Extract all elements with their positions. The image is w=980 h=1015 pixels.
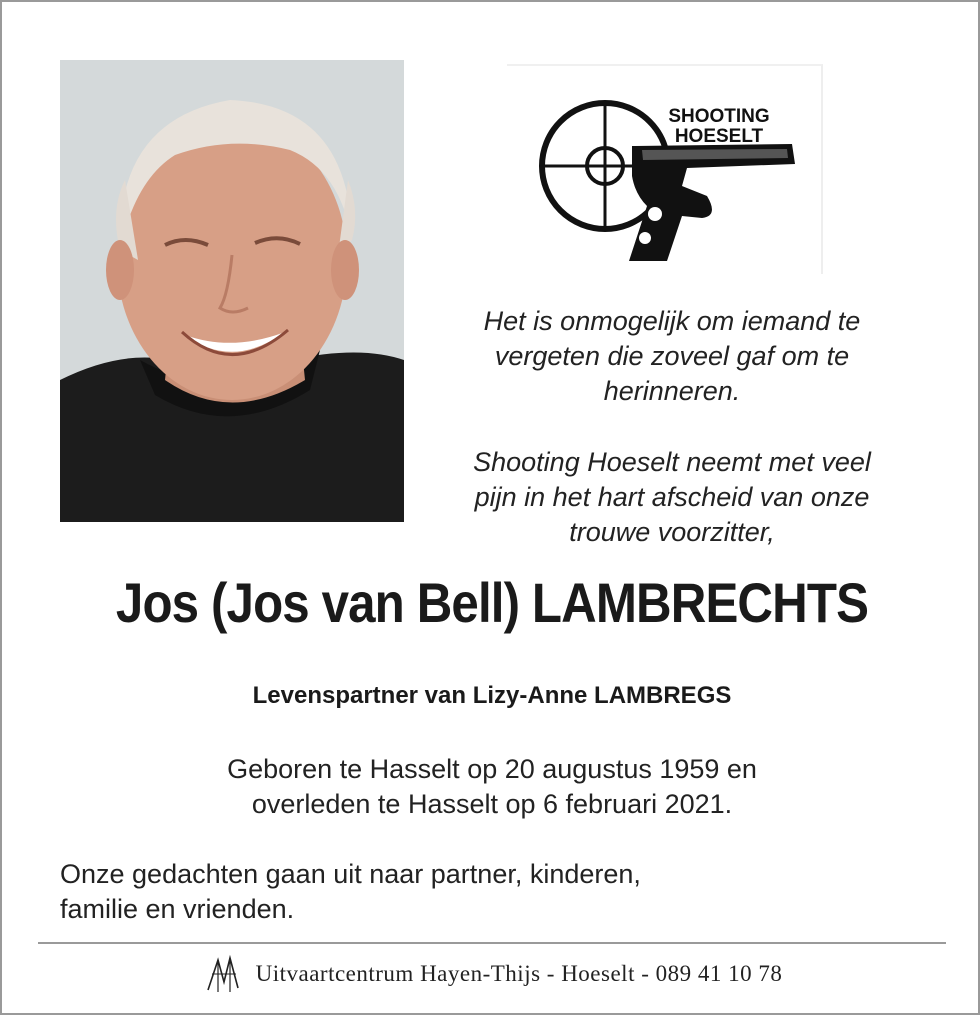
funeral-home-footer: [2, 952, 980, 996]
memorial-quote: [422, 304, 922, 409]
quote-line: Het is onmogelijk om iemand te: [483, 306, 861, 336]
statement-line: pijn in het hart afscheid van onze: [474, 482, 870, 512]
portrait-photo: [60, 60, 404, 522]
funeral-home-text: Uitvaartcentrum Hayen-Thijs - Hoeselt - 089 41 10 78: [255, 961, 783, 986]
funeral-home-logo-icon: [202, 952, 246, 996]
born-line: Geboren te Hasselt op 20 augustus 1959 en: [227, 754, 757, 784]
shooting-hoeselt-logo: [507, 64, 823, 274]
farewell-statement: [422, 445, 922, 550]
quote-line: herinneren.: [603, 376, 741, 406]
died-line: overleden te Hasselt op 6 februari 2021.: [251, 789, 733, 819]
birth-death-info: [2, 752, 980, 822]
deceased-name: Jos (Jos van Bell) LAMBRECHTS: [115, 571, 869, 634]
logo-line2: HOESELT: [674, 126, 764, 147]
quote-line: vergeten die zoveel gaf om te: [494, 341, 850, 371]
divider: [38, 942, 946, 944]
statement-line: Shooting Hoeselt neemt met veel: [473, 447, 871, 477]
condolence-message: [60, 857, 820, 927]
statement-line: trouwe voorzitter,: [569, 517, 775, 547]
message-line: familie en vrienden.: [60, 894, 295, 924]
logo-line1: SHOOTING: [668, 106, 770, 127]
partner-line: Levenspartner van Lizy-Anne LAMBREGS: [252, 682, 732, 709]
message-line: Onze gedachten gaan uit naar partner, kinderen,: [60, 859, 641, 889]
